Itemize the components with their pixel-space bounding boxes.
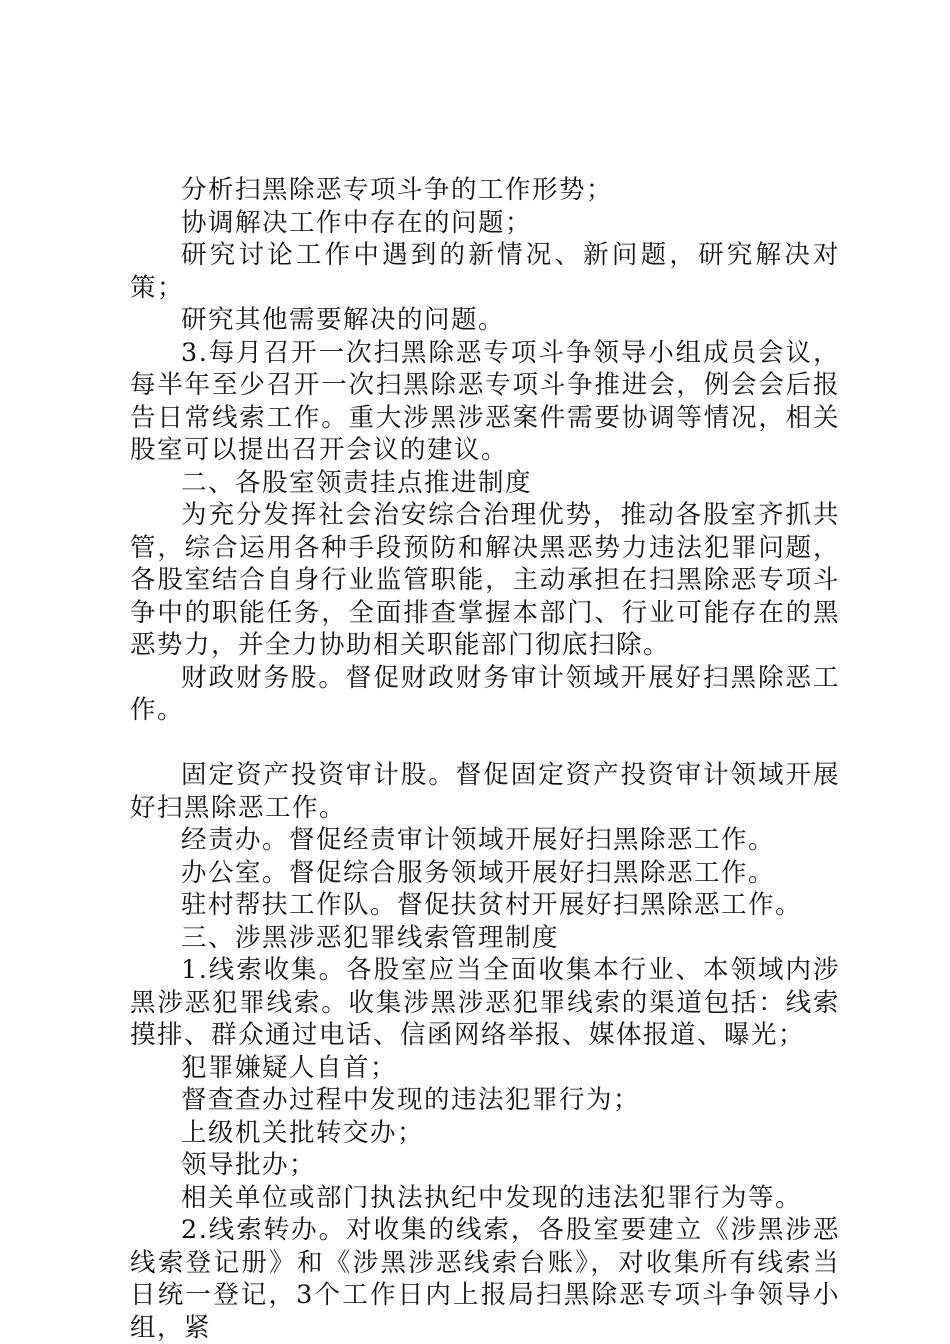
section-heading: 二、各股室领责挂点推进制度	[181, 467, 533, 498]
paragraph: 1.线索收集。各股室应当全面收集本行业、本领域内涉黑涉恶犯罪线索。收集涉黑涉恶犯罪线索的渠道包括：线索摸排、群众通过电话、信函网络举报、媒体报道、曝光；	[130, 955, 840, 1050]
paragraph: 办公室。督促综合服务领域开展好扫黑除恶工作。	[181, 857, 776, 888]
paragraph: 犯罪嫌疑人自首；	[181, 1052, 398, 1083]
paragraph: 相关单位或部门执法执纪中发现的违法犯罪行为等。	[181, 1182, 803, 1213]
paragraph: 上级机关批转交办；	[181, 1117, 425, 1148]
paragraph: 为充分发挥社会治安综合治理优势，推动各股室齐抓共管，综合运用各种手段预防和解决黑恶势力违法犯罪问题，各股室结合自身行业监管职能，主动承担在扫黑除恶专项斗争中的职能任务，全面排查掌握本部门、行业可能存在的黑恶势力，并全力协助相关职能部门彻底扫除。	[130, 500, 840, 660]
document-body	[130, 174, 840, 1344]
blank-line	[130, 727, 840, 760]
paragraph: 固定资产投资审计股。督促固定资产投资审计领域开展好扫黑除恶工作。	[130, 760, 840, 823]
paragraph: 分析扫黑除恶专项斗争的工作形势；	[181, 175, 614, 205]
paragraph: 驻村帮扶工作队。督促扶贫村开展好扫黑除恶工作。	[181, 890, 803, 920]
paragraph: 协调解决工作中存在的问题；	[181, 207, 533, 238]
paragraph: 研究讨论工作中遇到的新情况、新问题，研究解决对策；	[130, 240, 840, 303]
section-heading: 三、涉黑涉恶犯罪线索管理制度	[181, 922, 560, 953]
paragraph: 财政财务股。督促财政财务审计领域开展好扫黑除恶工作。	[130, 662, 840, 725]
paragraph: 督查查办过程中发现的违法犯罪行为；	[181, 1085, 641, 1115]
paragraph: 经责办。督促经责审计领域开展好扫黑除恶工作。	[181, 825, 776, 855]
paragraph: 2.线索转办。对收集的线索，各股室要建立《涉黑涉恶线索登记册》和《涉黑涉恶线索台账》，对收集所有线索当日统一登记，3个工作日内上报局扫黑除恶专项斗争领导小组，紧	[130, 1215, 840, 1343]
paragraph: 研究其他需要解决的问题。	[181, 305, 506, 335]
paragraph: 3.每月召开一次扫黑除恶专项斗争领导小组成员会议，每半年至少召开一次扫黑除恶专项斗争推进会，例会会后报告日常线索工作。重大涉黑涉恶案件需要协调等情况，相关股室可以提出召开会议的建议。	[130, 337, 840, 465]
paragraph: 领导批办；	[181, 1150, 317, 1180]
